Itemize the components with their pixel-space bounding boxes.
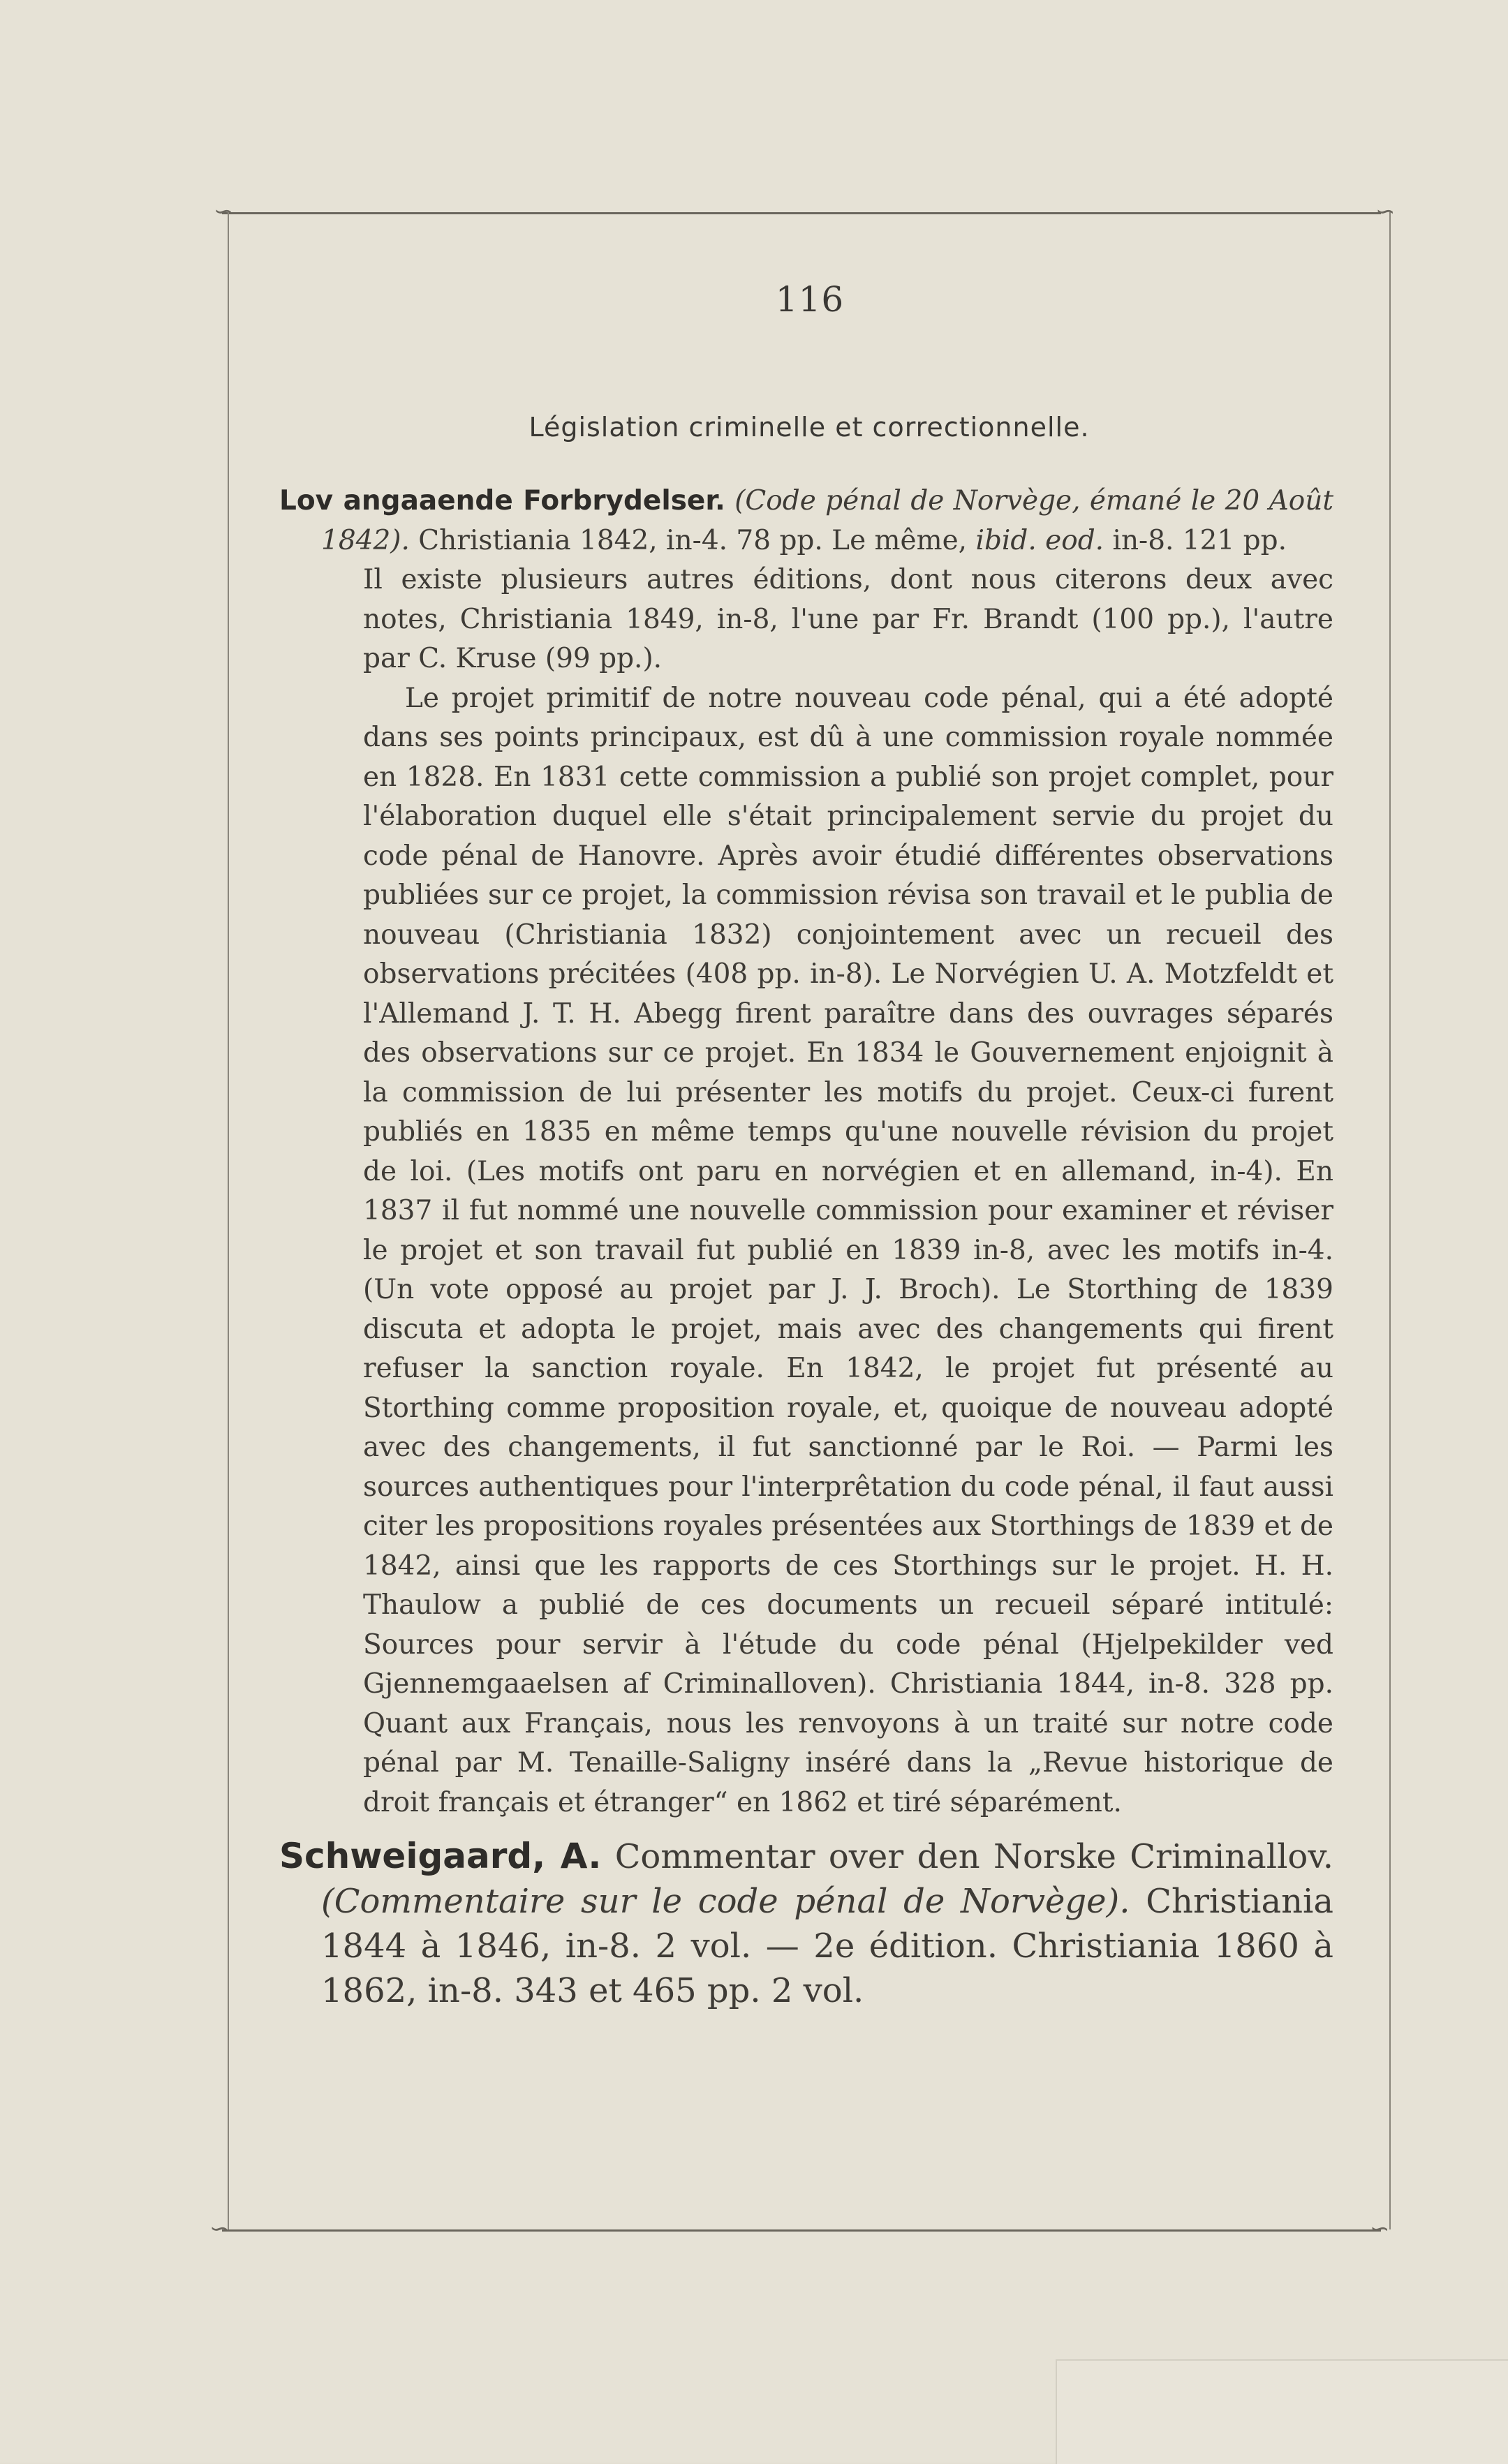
entry-citation-schweigaard xyxy=(279,1834,1333,2013)
entry-imprint-schweigaard: Christiania 1844 à 1846, in-8. 2 vol. — 2e édition. Christiania 1860 à 1862, in-8. 343 et 465 pp. 2 vol. xyxy=(321,1882,1334,2010)
page-number: 116 xyxy=(775,279,845,320)
entry-format: in-8. 121 pp. xyxy=(1112,524,1287,556)
frame-bottom-rule xyxy=(222,2229,1381,2232)
entry-citation xyxy=(279,482,1333,561)
corner-ornament-top-right: ∽ xyxy=(1375,198,1396,225)
corner-ornament-top-left: ∽ xyxy=(214,198,234,225)
entry-italic-title: (Code pénal de Norvège, émané le 20 xyxy=(734,485,1260,517)
entry-italic-date: Août 1842). xyxy=(321,485,1333,556)
frame-right-rule xyxy=(1389,212,1391,2229)
entry-title-schweigaard: Commentar over den Norske Criminallov. xyxy=(614,1837,1333,1876)
corner-ornament-bottom-right: ∽ xyxy=(1370,2215,1390,2243)
paragraph-editions: Il existe plusieurs autres éditions, dont nous citerons deux avec notes, Christiania 1849, in-8, l'une par Fr. Brandt (100 pp.), l'autre par C. Kruse (99 pp.). xyxy=(363,564,1333,674)
body-text xyxy=(279,482,1333,2013)
entry-heading-schweigaard: Schweigaard, A. xyxy=(279,1836,602,1876)
entry-heading: Lov angaaende Forbrydelser. xyxy=(279,485,725,517)
entry-imprint: Christiania 1842, in-4. 78 pp. Le même, xyxy=(418,524,976,556)
section-heading: Législation criminelle et correctionnelle. xyxy=(528,412,1090,443)
corner-ornament-bottom-left: ∽ xyxy=(209,2215,230,2243)
entry-italic-schweigaard: (Commentaire sur le code pénal de Norvège). xyxy=(321,1882,1130,1921)
entry-ibid: ibid. eod. xyxy=(975,524,1104,556)
entry-lov-angaaende xyxy=(279,482,1333,1823)
paragraph-history: Le projet primitif de notre nouveau code pénal, qui a été adopté dans ses points principaux, est dû à une commission royale nommée en 1828. En 1831 cette commission a publié son projet complet, pour l'élaboration duquel elle s'était principalement servie du projet du code pénal de Hanovre. Après avoir étudié différentes observations publiées sur ce projet, la commission révisa son travail et le publia de nouveau (Christiania 1832) conjointement avec un recueil des observations précitées (408 pp. in-8). Le Norvégien U. A. Motzfeldt et l'Allemand J. T. H. Abegg firent paraître dans des ouvrages séparés des observations sur ce projet. En 1834 le Gouvernement enjoignit à la commission de lui présenter les motifs du projet. Ceux-ci furent publiés en 1835 en même temps qu'une nouvelle révision du projet de loi. (Les motifs ont paru en norvégien et en allemand, in-4). En 1837 il fut nommé une nouvelle commission pour examiner et réviser le projet et son travail fut publié en 1839 in-8, avec les motifs in-4. (Un vote opposé au projet par J. J. Broch). Le Storthing de 1839 discuta et adopta le projet, mais avec des changements qui firent refuser la sanction royale. En 1842, le projet fut présenté au Storthing comme proposition royale, et, quoique de nouveau adopté avec des changements, il fut sanctionné par le Roi. — Parmi les sources authentiques pour l'interprêtation du code pénal, il faut aussi citer les propositions royales présentées aux Storthings de 1839 et de 1842, ainsi que les rapports de ces Storthings sur le projet. H. H. Thaulow a publié de ces documents un recueil séparé intitulé: Sources pour servir à l'étude du code pénal (Hjelpekilder ved Gjennemgaaelsen af Criminalloven). Christiania 1844, in-8. 328 pp. Quant aux Français, nous les renvoyons à un traité sur notre code pénal par M. Tenaille-Saligny inséré dans la „Revue historique de droit français et étranger“ en 1862 et tiré séparément. xyxy=(363,682,1333,1818)
library-stamp-area xyxy=(1056,2359,1508,2464)
frame-left-rule xyxy=(228,212,229,2229)
entry-schweigaard xyxy=(279,1834,1333,2013)
frame-top-rule xyxy=(222,212,1381,214)
